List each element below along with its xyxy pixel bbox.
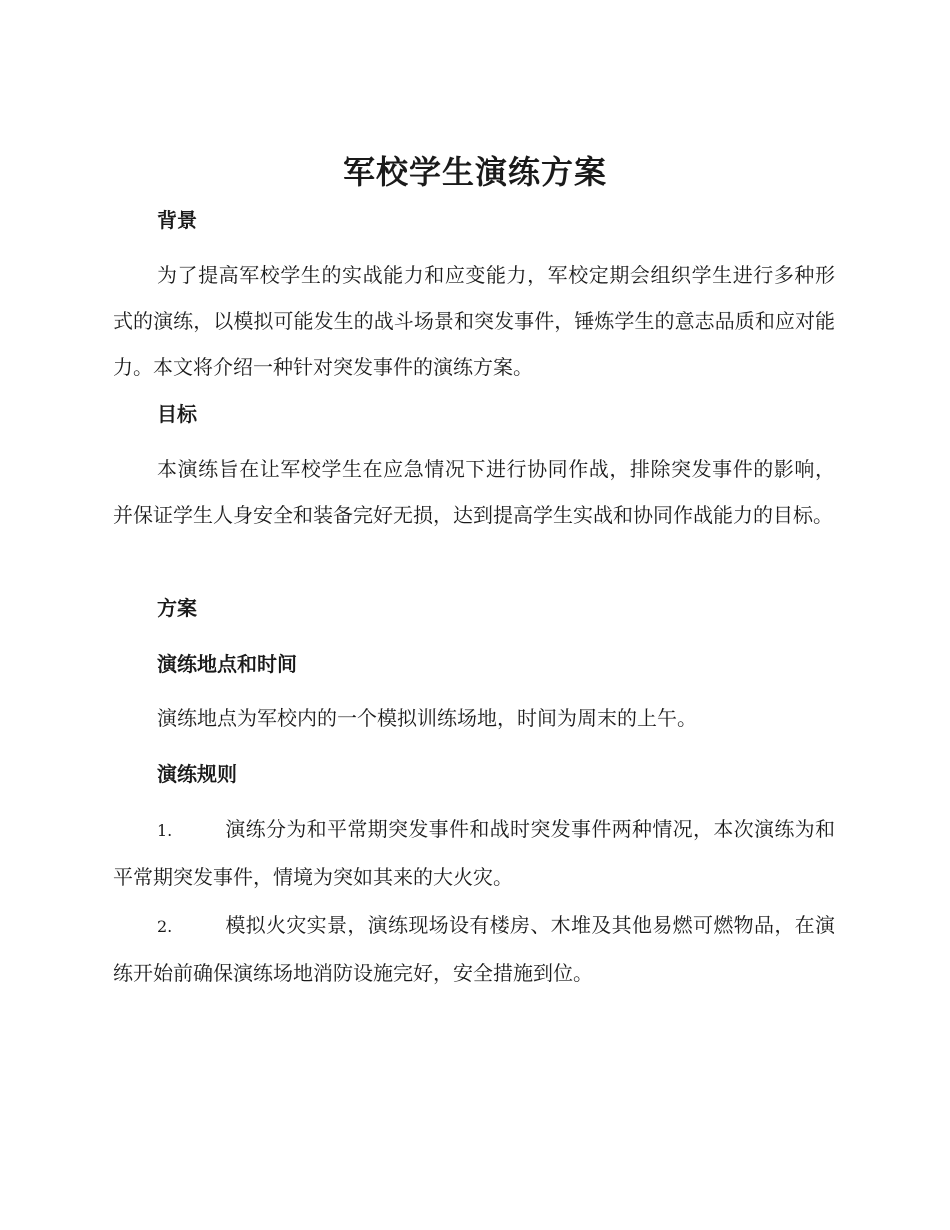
section-heading-background: 背景 [157,208,197,232]
location-paragraph: 演练地点为军校内的一个模拟训练场地，时间为周末的上午。 [157,706,697,730]
list-item-number: 1. [157,821,173,840]
list-item-text: 模拟火灾实景，演练现场设有楼房、木堆及其他易燃可燃物品，在演练开始前确保演练场地消防设施完好，安全措施到位。 [113,913,835,985]
list-item-text: 演练分为和平常期突发事件和战时突发事件两种情况，本次演练为和平常期突发事件，情境为突如其来的大火灾。 [113,817,835,889]
section-heading-goal: 目标 [157,402,197,426]
section-heading-plan: 方案 [157,596,197,620]
list-item-number: 2. [157,917,173,936]
document-title: 军校学生演练方案 [342,153,607,191]
list-item [113,902,835,996]
goal-paragraph: 本演练旨在让军校学生在应急情况下进行协同作战，排除突发事件的影响，并保证学生人身安全和装备完好无损，达到提高学生实战和协同作战能力的目标。 [113,457,835,527]
subheading-location-time: 演练地点和时间 [157,652,297,676]
subheading-rules: 演练规则 [157,762,237,786]
background-paragraph: 为了提高军校学生的实战能力和应变能力，军校定期会组织学生进行多种形式的演练，以模拟可能发生的战斗场景和突发事件，锤炼学生的意志品质和应对能力。本文将介绍一种针对突发事件的演练方案。 [113,263,835,379]
list-item [113,806,835,900]
